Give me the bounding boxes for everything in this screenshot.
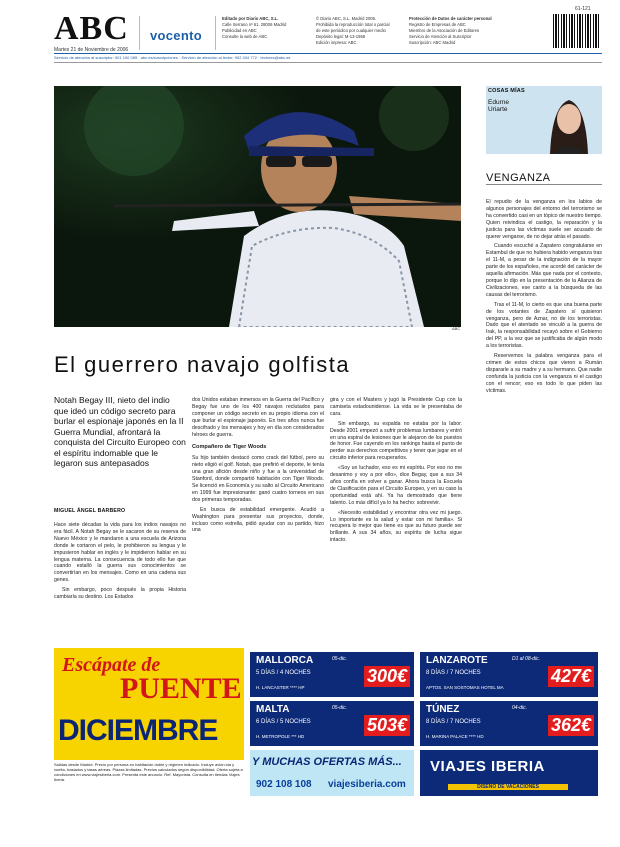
- promo-title: Escápate de: [62, 654, 161, 676]
- group-logo: vocento: [150, 28, 202, 43]
- advert-promo: [54, 648, 244, 760]
- header-column: © Diario ABC, S.L. Madrid 2006. Prohibida la reproducción total o parcial de este periódico por cualquier medio Depósito legal: M-13-1958 Edición impresa: ABC: [316, 16, 390, 45]
- deal-price: 503€: [364, 715, 410, 736]
- advert-phone[interactable]: 902 108 108: [256, 779, 312, 790]
- header-rule: [54, 62, 602, 63]
- column-title: VENGANZA: [486, 172, 551, 184]
- golfer-illustration: [54, 86, 461, 327]
- column-body: El repudio de la venganza en los labios de algunos personajes del entorno del terrorismo se ha convertido casi en un tópico de nuestro tiempo. Quien reivindica el castigo, la reparación y la justicia para las víctimas suele ser acusado de querer vengarse, de no dejar atrás el pasado. Cuando escuché a Zapatero congratularse en Estambul de que no hubiera habido venganza tras el 11-M, a pesar de la indignación de la mayor parte de los españoles, me acordé del carácter de aquella afirmación. Más que nada por el contexto, porque lo dijo en la presentación de la Alianza de Civilizaciones, ese canto a la búsqueda de las causas del terrorismo. Tras el 11-M, lo cierto es que una buena parte de los votantes de Zapatero sí quisieron venganza, pero de Aznar, no de los terroristas. Dado que el atentado se vinculó a la guerra de Irak, la responsabilidad recayó sobre el Gobierno del PP, a la vez que se justificaba de algún modo a los terroristas. Reservemos la palabra venganza para el crimen de estos chicos que vieron a Rumán dispararle a su madre y a su hermano. Que nadie confunda la justicia con la venganza ni el castigo con el rencor; eso es todo lo que piden las víctimas.: [486, 199, 602, 394]
- advert-fine-print: Salidas desde Madrid. Precio por persona en habitación doble y régimen indicado. Incluye avión ida y vuelta, traslados y tasas aéreas. Plazas limitadas. Precios calculados según disponibilidad. Oferta sujeta a condiciones en www.viajesiberia.com. Presenta este anuncio. Ref. Mayorista. Consulta en tiendas Viajes Iberia.: [54, 762, 243, 782]
- header-column: Editado por Diario ABC, S.L. Calle Serrano nº 61. 28006 Madrid Publicidad en ABC Consulte la web de ABC: [222, 16, 287, 39]
- header-rule: [54, 53, 602, 54]
- article-subhead: Compañero de Tiger Woods: [192, 444, 267, 451]
- article-byline: MIGUEL ÁNGEL BARBERO: [54, 508, 126, 514]
- title-rule: [486, 184, 602, 185]
- issue-date: Martes 21 de Noviembre de 2006: [54, 47, 129, 53]
- golfer-photo: [54, 86, 461, 327]
- header-column: Protección de Datos de carácter personal Registro de Empresas de ABC Miembro de la Asociación de Editores Servicio de Atención al Suscriptor Suscripción: ABC Madrid: [409, 16, 492, 45]
- masthead-logo: ABC: [54, 10, 129, 47]
- deal-card[interactable]: TÚNEZ 04-dic. 8 DÍAS / 7 NOCHES H. MARINA PALACE **** HD 362€: [420, 701, 598, 746]
- promo-title: PUENTE: [120, 672, 242, 705]
- masthead-divider: [139, 16, 140, 50]
- article-column-1: Hace siete décadas la vida para los indios navajos no era fácil. A Notah Begay se le sacaron de su reserva de Nuevo México y le mandaron a una escuela de Arizona donde le cortaron el pelo, le prohibieron su lengua y le impusieron hablar en inglés y le impidieron hablar en su lengua materna. La consecuencia de todo ello fue que cuando estalló la guerra sus conocimientos se convertirían en los mensajes. Como en una cadena sus genes. Sin embargo, poco después la propia Historia cambiaría su destino. Los Estados: [54, 522, 186, 601]
- price-code: 61-121: [575, 6, 591, 12]
- advert-web[interactable]: viajesiberia.com: [328, 779, 406, 790]
- deal-card[interactable]: MALTA 05-dic. 6 DÍAS / 5 NOCHES H. METROPOLE *** HD 503€: [250, 701, 414, 746]
- masthead-divider: [215, 16, 216, 50]
- promo-title: DICIEMBRE: [58, 714, 218, 747]
- article-column-3: gira y con el Masters y jugó la Presidente Cup con la camiseta estadounidense. La vida se le presentaba de cara. Sin embargo, su espalda no estaba por la labor. Desde 2001 empezó a sufrir problemas lumbares y entró en una espiral de lesiones que le alejaron de los puestos de honor. Fue cayendo en los rankings hasta el punto de perder sus derechos competitivos y tener que jugar en el circuito inferior para recuperarlos. «Soy un luchador, eso es mi espíritu. Por eso no me desanimo y voy a por ello», dice Begay, que a sus 34 años confía en volver a ganar. Ahora busca la Escuela de Clasificación para el Circuito Europeo, y en su caso la oportunidad está ahí. Ya ha demostrado que tiene talento. Lo más difícil ya lo ha hecho: sobrevivir. «Necesito estabilidad y encontrar otra vez mi juego. Lo importante es la salud y estar con mi familia». Si recupera lo mejor que tiene es que su futuro puede ser brillante. A sus 34 años, su espíritu de lucha sigue intacto.: [330, 397, 462, 544]
- article-lead: Notah Begay III, nieto del indio que ideó un código secreto para burlar el espionaje japonés en la II Guerra Mundial, afrontará la conquista del Circuito Europeo con el espíritu indomable que le legaron sus antepasados: [54, 395, 186, 468]
- advert-more-offers: Y MUCHAS OFERTAS MÁS... 902 108 108 viajesiberia.com: [250, 750, 414, 796]
- deal-card[interactable]: LANZAROTE D1 al 08-dic. 8 DÍAS / 7 NOCHES APTOS. SAN SOSTOMAS HOTEL MA 427€: [420, 652, 598, 697]
- deal-price: 427€: [548, 666, 594, 687]
- deal-card[interactable]: MALLORCA 05-dic. 5 DÍAS / 4 NOCHES H. LANCASTER **** HP 300€: [250, 652, 414, 697]
- deal-price: 362€: [548, 715, 594, 736]
- column-tag: COSAS MÍAS: [488, 88, 525, 94]
- article-headline: El guerrero navajo golfista: [54, 352, 351, 377]
- columnist-name: Edurne Uriarte: [488, 99, 509, 113]
- advert-brand: VIAJES IBERIA DISEÑO DE VACACIONES: [420, 750, 598, 796]
- barcode: [553, 14, 601, 48]
- article-column-2: dos Unidos estaban inmersos en la Guerra del Pacífico y Begay fue uno de los 400 navajos reclutados para componer un código secreto en su propio idioma con el que burlar el espionaje japonés. En tres años nunca fue descifrado y los mensajes y hoy en día son considerados héroes de guerra. Compañero de Tiger Woods Su hijo también destacó como crack del fútbol, pero su nieto eligió el golf. Notah, que prefirió el deporte, le tenía una gran afición desde niño y fue a la universidad de Stanford, donde compartió habitación con Tiger Woods. Se licenció en Economía y su salto al Circuito Americano en 1999 fue impresionante: ganó cuatro torneos en sus dos primeras temporadas. En busca de estabilidad emergente. Acudió a Washington para presentar sus proyectos, donde, incluso como estrella, pidió ayudar con su partido, hizo una: [192, 397, 324, 534]
- contact-strip: Servicio de atención al suscriptor: 901 100 085 · abc.es/suscripciones · Servicio de atención al lector: 902 334 772 · lectores@abc.es: [54, 55, 291, 60]
- deal-price: 300€: [364, 666, 410, 687]
- photo-credit: ABC: [452, 326, 461, 331]
- columnist-portrait: [540, 86, 598, 154]
